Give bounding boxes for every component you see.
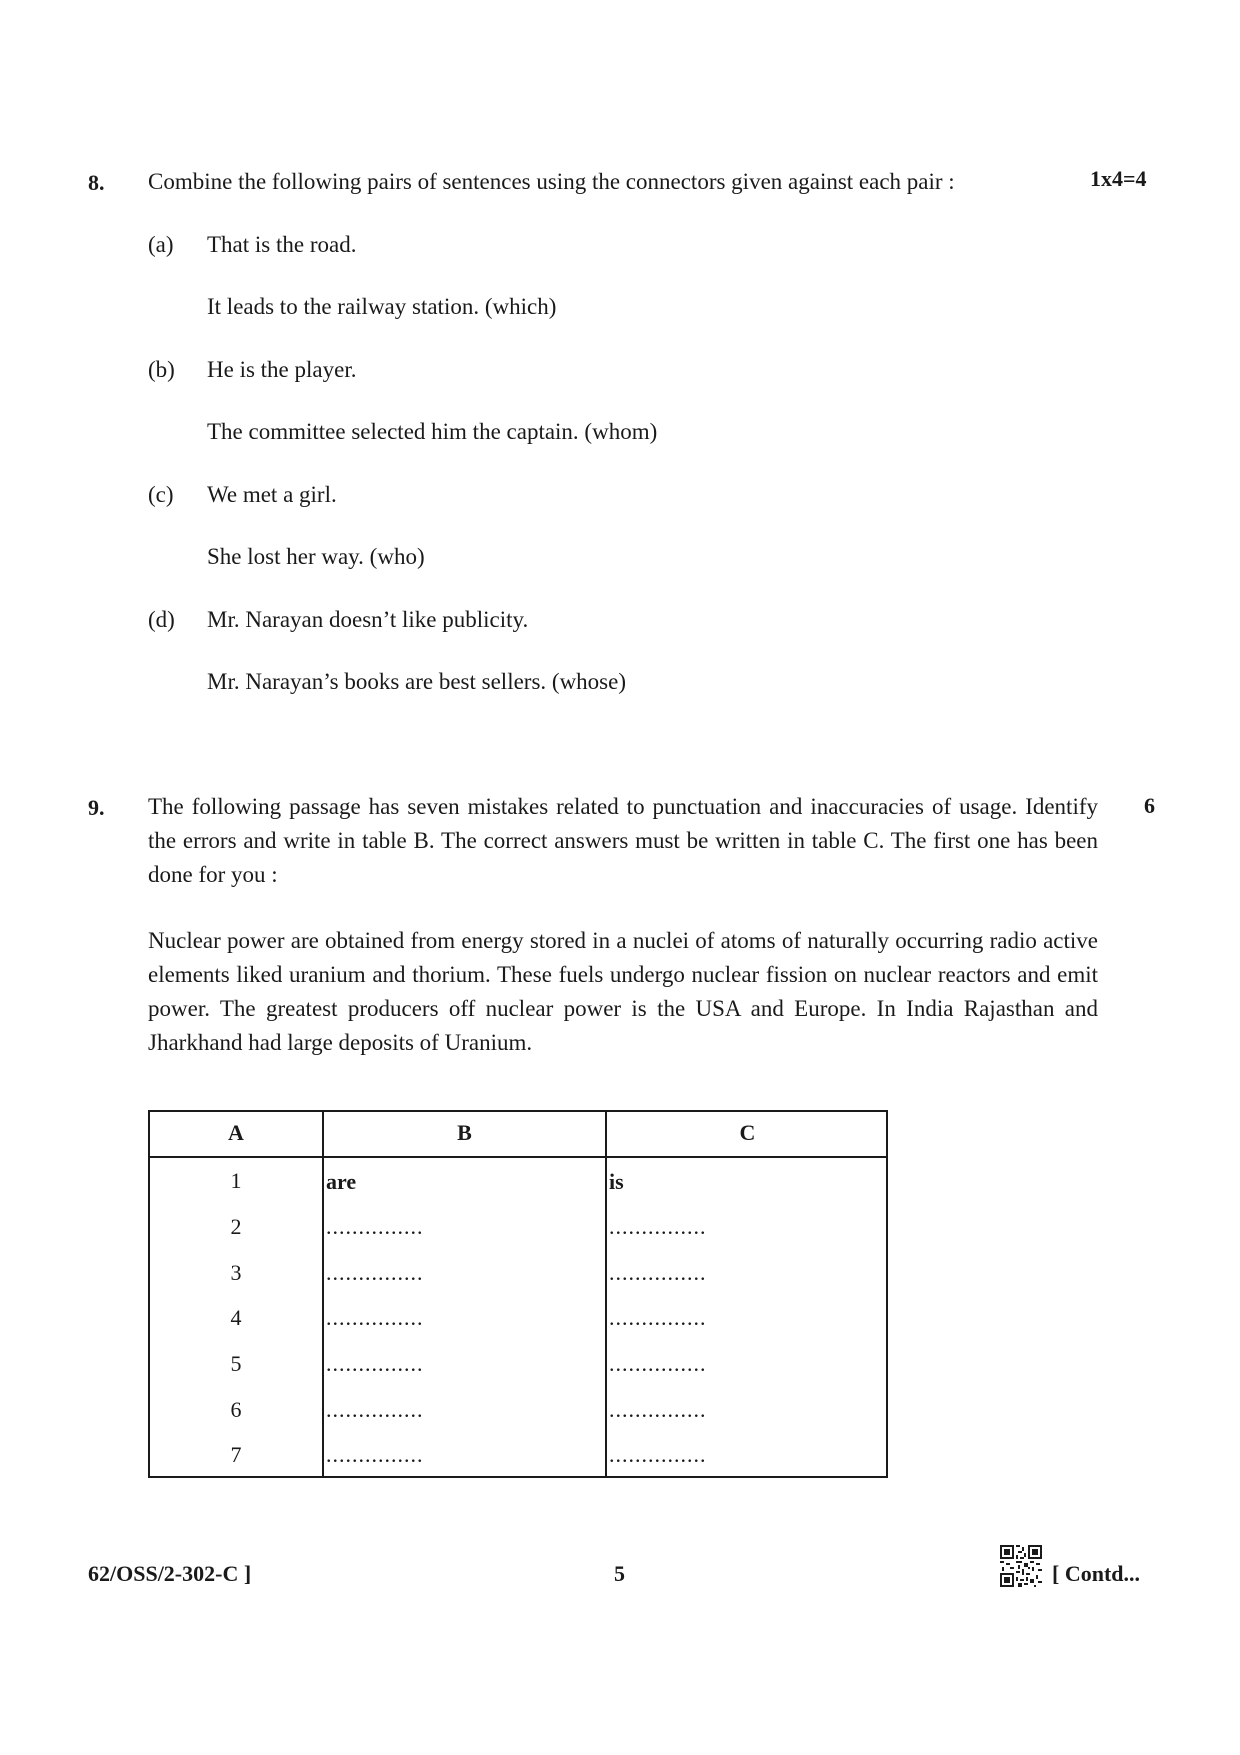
row-number: 1 xyxy=(230,1168,242,1193)
error-cell[interactable]: ............... xyxy=(326,1397,424,1422)
q9-number: 9. xyxy=(88,795,105,820)
error-cell: are xyxy=(326,1169,357,1194)
column-header-b: B xyxy=(457,1120,472,1145)
row-number: 2 xyxy=(230,1214,242,1239)
q9-instruction: The following passage has seven mistakes related to punctuation and inaccuracies of usage. Identify the errors and write in table B. The correct answers must be written in table C. The first one has been done for you : xyxy=(148,794,1098,887)
row-number: 3 xyxy=(230,1260,242,1285)
row-number: 6 xyxy=(230,1397,242,1422)
column-header-a: A xyxy=(228,1120,244,1145)
correction-cell[interactable]: ............... xyxy=(609,1397,707,1422)
correction-cell: is xyxy=(609,1169,624,1194)
q9-marks: 6 xyxy=(1144,793,1155,818)
error-cell[interactable]: ............... xyxy=(326,1260,424,1285)
item-sentence-2: She lost her way. (who) xyxy=(207,544,425,569)
error-cell[interactable]: ............... xyxy=(326,1442,424,1467)
item-label: (b) xyxy=(148,357,175,382)
correction-cell[interactable]: ............... xyxy=(609,1214,707,1239)
continued-marker: [ Contd... xyxy=(1052,1561,1141,1586)
error-cell[interactable]: ............... xyxy=(326,1305,424,1330)
row-number: 4 xyxy=(230,1305,242,1330)
q8-instruction: Combine the following pairs of sentences using the connectors given against each pair : xyxy=(148,169,955,194)
header-divider xyxy=(150,1156,886,1158)
item-sentence-1: We met a girl. xyxy=(207,482,337,507)
item-label: (a) xyxy=(148,232,174,257)
correction-cell[interactable]: ............... xyxy=(609,1442,707,1467)
answer-table xyxy=(148,1110,888,1478)
item-label: (c) xyxy=(148,482,174,507)
q9-passage: Nuclear power are obtained from energy stored in a nuclei of atoms of naturally occurring radio active elements liked uranium and thorium. These fuels undergo nuclear fission on nuclear reactors and emit power. The greatest producers off nuclear power is the USA and Europe. In India Rajasthan and Jharkhand had large deposits of Uranium. xyxy=(148,928,1098,1055)
q8-number: 8. xyxy=(88,170,105,195)
error-cell[interactable]: ............... xyxy=(326,1214,424,1239)
item-sentence-2: Mr. Narayan’s books are best sellers. (whose) xyxy=(207,669,626,694)
item-sentence-2: It leads to the railway station. (which) xyxy=(207,294,557,319)
item-sentence-1: That is the road. xyxy=(207,232,357,257)
column-divider xyxy=(605,1112,607,1476)
q8-marks: 1x4=4 xyxy=(1090,166,1147,191)
correction-cell[interactable]: ............... xyxy=(609,1260,707,1285)
column-header-c: C xyxy=(739,1120,756,1145)
column-divider xyxy=(322,1112,324,1476)
paper-code: 62/OSS/2-302-C ] xyxy=(88,1561,252,1586)
correction-cell[interactable]: ............... xyxy=(609,1351,707,1376)
qr-code-icon xyxy=(1000,1545,1042,1587)
correction-cell[interactable]: ............... xyxy=(609,1305,707,1330)
item-sentence-1: He is the player. xyxy=(207,357,357,382)
error-cell[interactable]: ............... xyxy=(326,1351,424,1376)
page-number: 5 xyxy=(614,1561,625,1586)
item-label: (d) xyxy=(148,607,175,632)
row-number: 5 xyxy=(230,1351,242,1376)
item-sentence-1: Mr. Narayan doesn’t like publicity. xyxy=(207,607,529,632)
item-sentence-2: The committee selected him the captain. (whom) xyxy=(207,419,658,444)
row-number: 7 xyxy=(230,1442,242,1467)
